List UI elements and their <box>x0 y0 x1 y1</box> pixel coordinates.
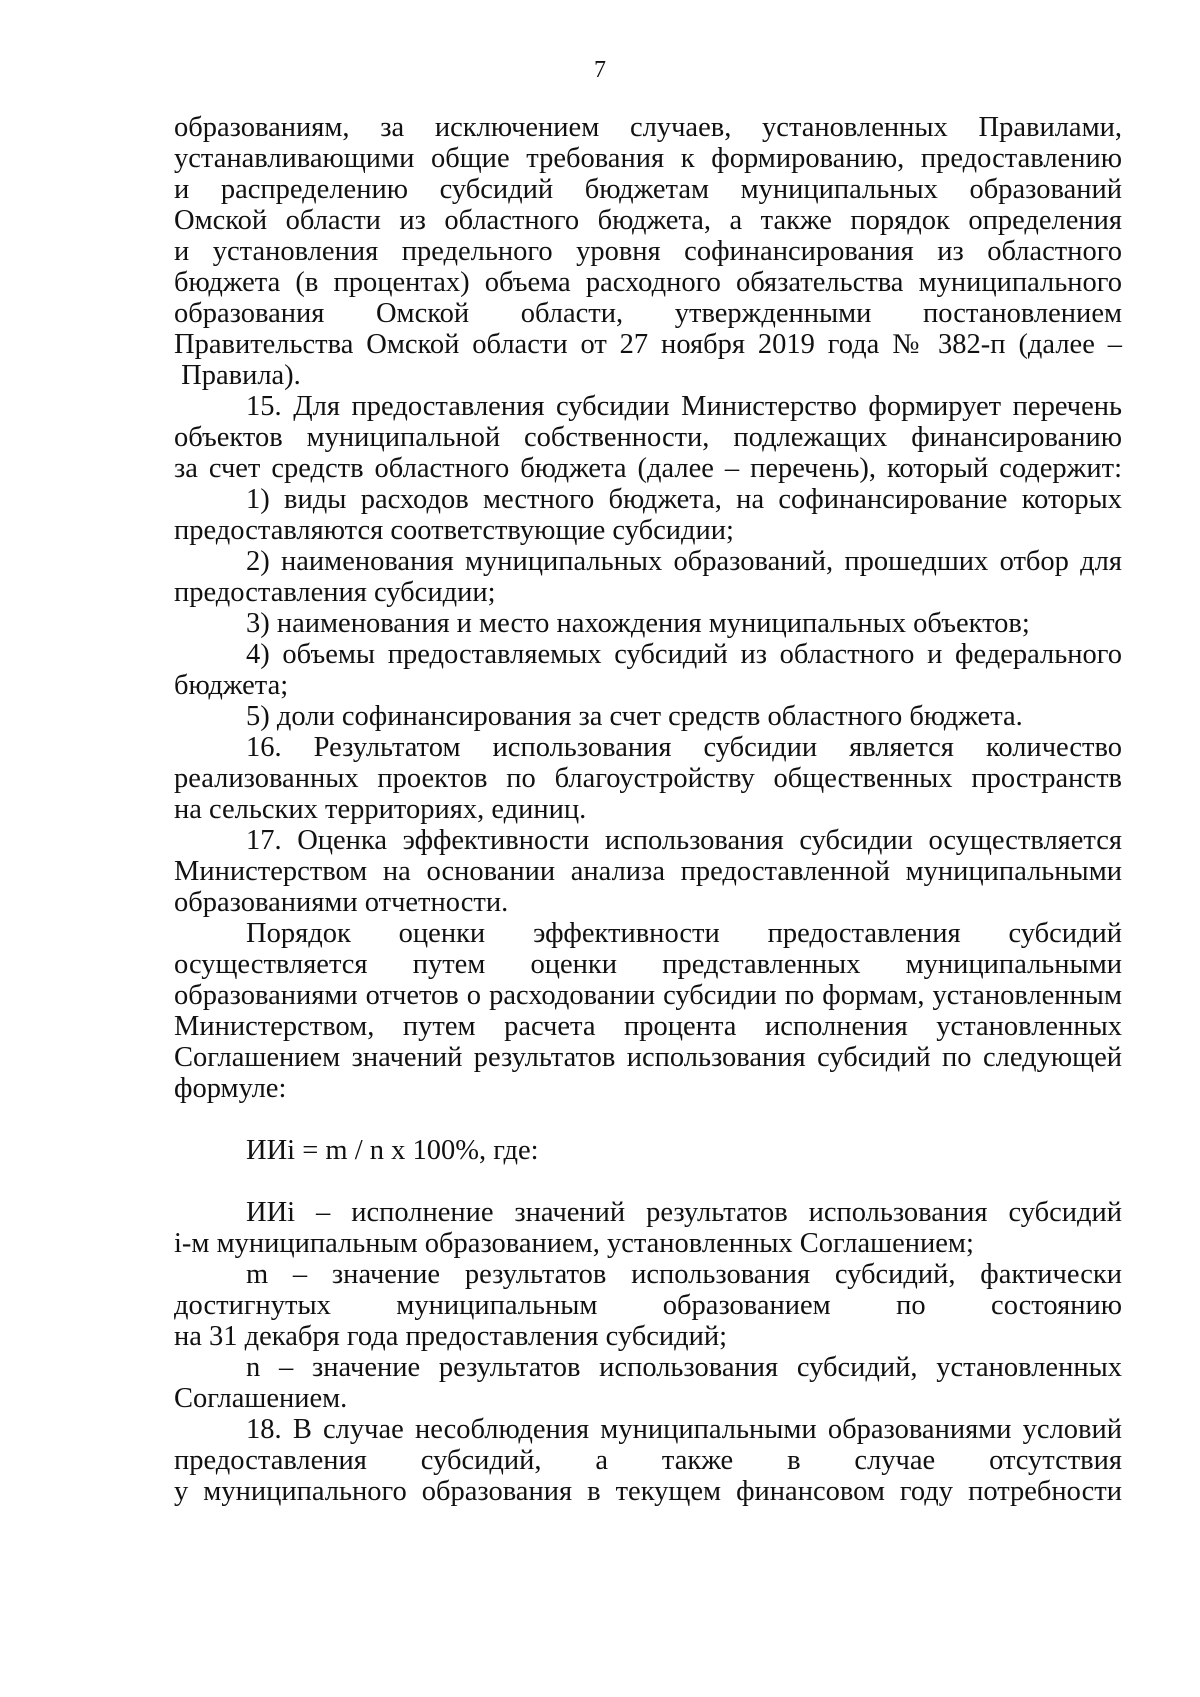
text-line: образования Омской области, утвержденными постановлением <box>174 298 1122 329</box>
text-line: за счет средств областного бюджета (далее – перечень), который содержит: <box>174 453 1122 484</box>
text-line: образованиями отчетов о расходовании субсидии по формам, установленным <box>174 980 1122 1011</box>
text-line: 16. Результатом использования субсидии является количество <box>246 732 1122 763</box>
spacer <box>174 1104 1122 1135</box>
text-line: Соглашением значений результатов использования субсидий по следующей <box>174 1042 1122 1073</box>
text-line: и распределению субсидий бюджетам муниципальных образований <box>174 174 1122 205</box>
list-item-3 <box>174 608 1122 639</box>
paragraph-procedure <box>174 918 1122 1104</box>
text-line: образованиями отчетности. <box>174 887 509 918</box>
text-line: Соглашением. <box>174 1383 348 1414</box>
text-line: предоставления субсидий, а также в случае отсутствия <box>174 1445 1122 1476</box>
list-item-5 <box>174 701 1122 732</box>
text-line: реализованных проектов по благоустройству общественных пространств <box>174 763 1122 794</box>
text-line: 15. Для предоставления субсидии Министерство формирует перечень <box>246 391 1122 422</box>
text-line: на сельских территориях, единиц. <box>174 794 587 825</box>
definition-m <box>174 1259 1122 1352</box>
text-line: предоставляются соответствующие субсидии; <box>174 515 734 546</box>
page-number: 7 <box>594 57 606 83</box>
definition-n <box>174 1352 1122 1414</box>
text-line: Правила). <box>174 360 301 391</box>
definition-iii <box>174 1197 1122 1259</box>
formula <box>174 1135 1122 1166</box>
text-line: 2) наименования муниципальных образований, прошедших отбор для <box>246 546 1122 577</box>
text-line: бюджета (в процентах) объема расходного обязательства муниципального <box>174 267 1122 298</box>
paragraph-15 <box>174 391 1122 484</box>
text-line: n – значение результатов использования субсидий, установленных <box>246 1352 1122 1383</box>
spacer <box>174 1166 1122 1197</box>
paragraph-18 <box>174 1414 1122 1507</box>
text-line: на 31 декабря года предоставления субсидий; <box>174 1321 728 1352</box>
text-line: формуле: <box>174 1073 287 1104</box>
text-line: 17. Оценка эффективности использования субсидии осуществляется <box>246 825 1122 856</box>
text-line: Министерством на основании анализа предоставленной муниципальными <box>174 856 1122 887</box>
paragraph-17 <box>174 825 1122 918</box>
text-line: у муниципального образования в текущем финансовом году потребности <box>174 1476 1122 1507</box>
text-line: Правительства Омской области от 27 ноября 2019 года № 382-п (далее – <box>174 329 1122 360</box>
list-item-1 <box>174 484 1122 546</box>
text-line: и установления предельного уровня софинансирования из областного <box>174 236 1122 267</box>
text-line: осуществляется путем оценки представленных муниципальными <box>174 949 1122 980</box>
text-line: образованиям, за исключением случаев, установленных Правилами, <box>174 112 1122 143</box>
body-text <box>174 112 1122 1507</box>
text-line: ИИi – исполнение значений результатов использования субсидий <box>246 1197 1122 1228</box>
list-item-2 <box>174 546 1122 608</box>
text-line: 5) доли софинансирования за счет средств областного бюджета. <box>246 701 1023 732</box>
text-line: 4) объемы предоставляемых субсидий из областного и федерального <box>246 639 1122 670</box>
formula-line: ИИi = m / n x 100%, где: <box>246 1135 539 1166</box>
paragraph-16 <box>174 732 1122 825</box>
text-line: Министерством, путем расчета процента исполнения установленных <box>174 1011 1122 1042</box>
list-item-4 <box>174 639 1122 701</box>
text-line: i-м муниципальным образованием, установленных Соглашением; <box>174 1228 974 1259</box>
text-line: бюджета; <box>174 670 289 701</box>
text-line: Омской области из областного бюджета, а также порядок определения <box>174 205 1122 236</box>
text-line: 1) виды расходов местного бюджета, на софинансирование которых <box>246 484 1122 515</box>
text-line: m – значение результатов использования субсидий, фактически <box>246 1259 1122 1290</box>
text-line: предоставления субсидии; <box>174 577 496 608</box>
text-line: объектов муниципальной собственности, подлежащих финансированию <box>174 422 1122 453</box>
text-line: 3) наименования и место нахождения муниципальных объектов; <box>246 608 1030 639</box>
text-line: 18. В случае несоблюдения муниципальными образованиями условий <box>246 1414 1122 1445</box>
paragraph-continuation <box>174 112 1122 391</box>
text-line: достигнутых муниципальным образованием по состоянию <box>174 1290 1122 1321</box>
text-line: Порядок оценки эффективности предоставления субсидий <box>246 918 1122 949</box>
text-line: устанавливающими общие требования к формированию, предоставлению <box>174 143 1122 174</box>
